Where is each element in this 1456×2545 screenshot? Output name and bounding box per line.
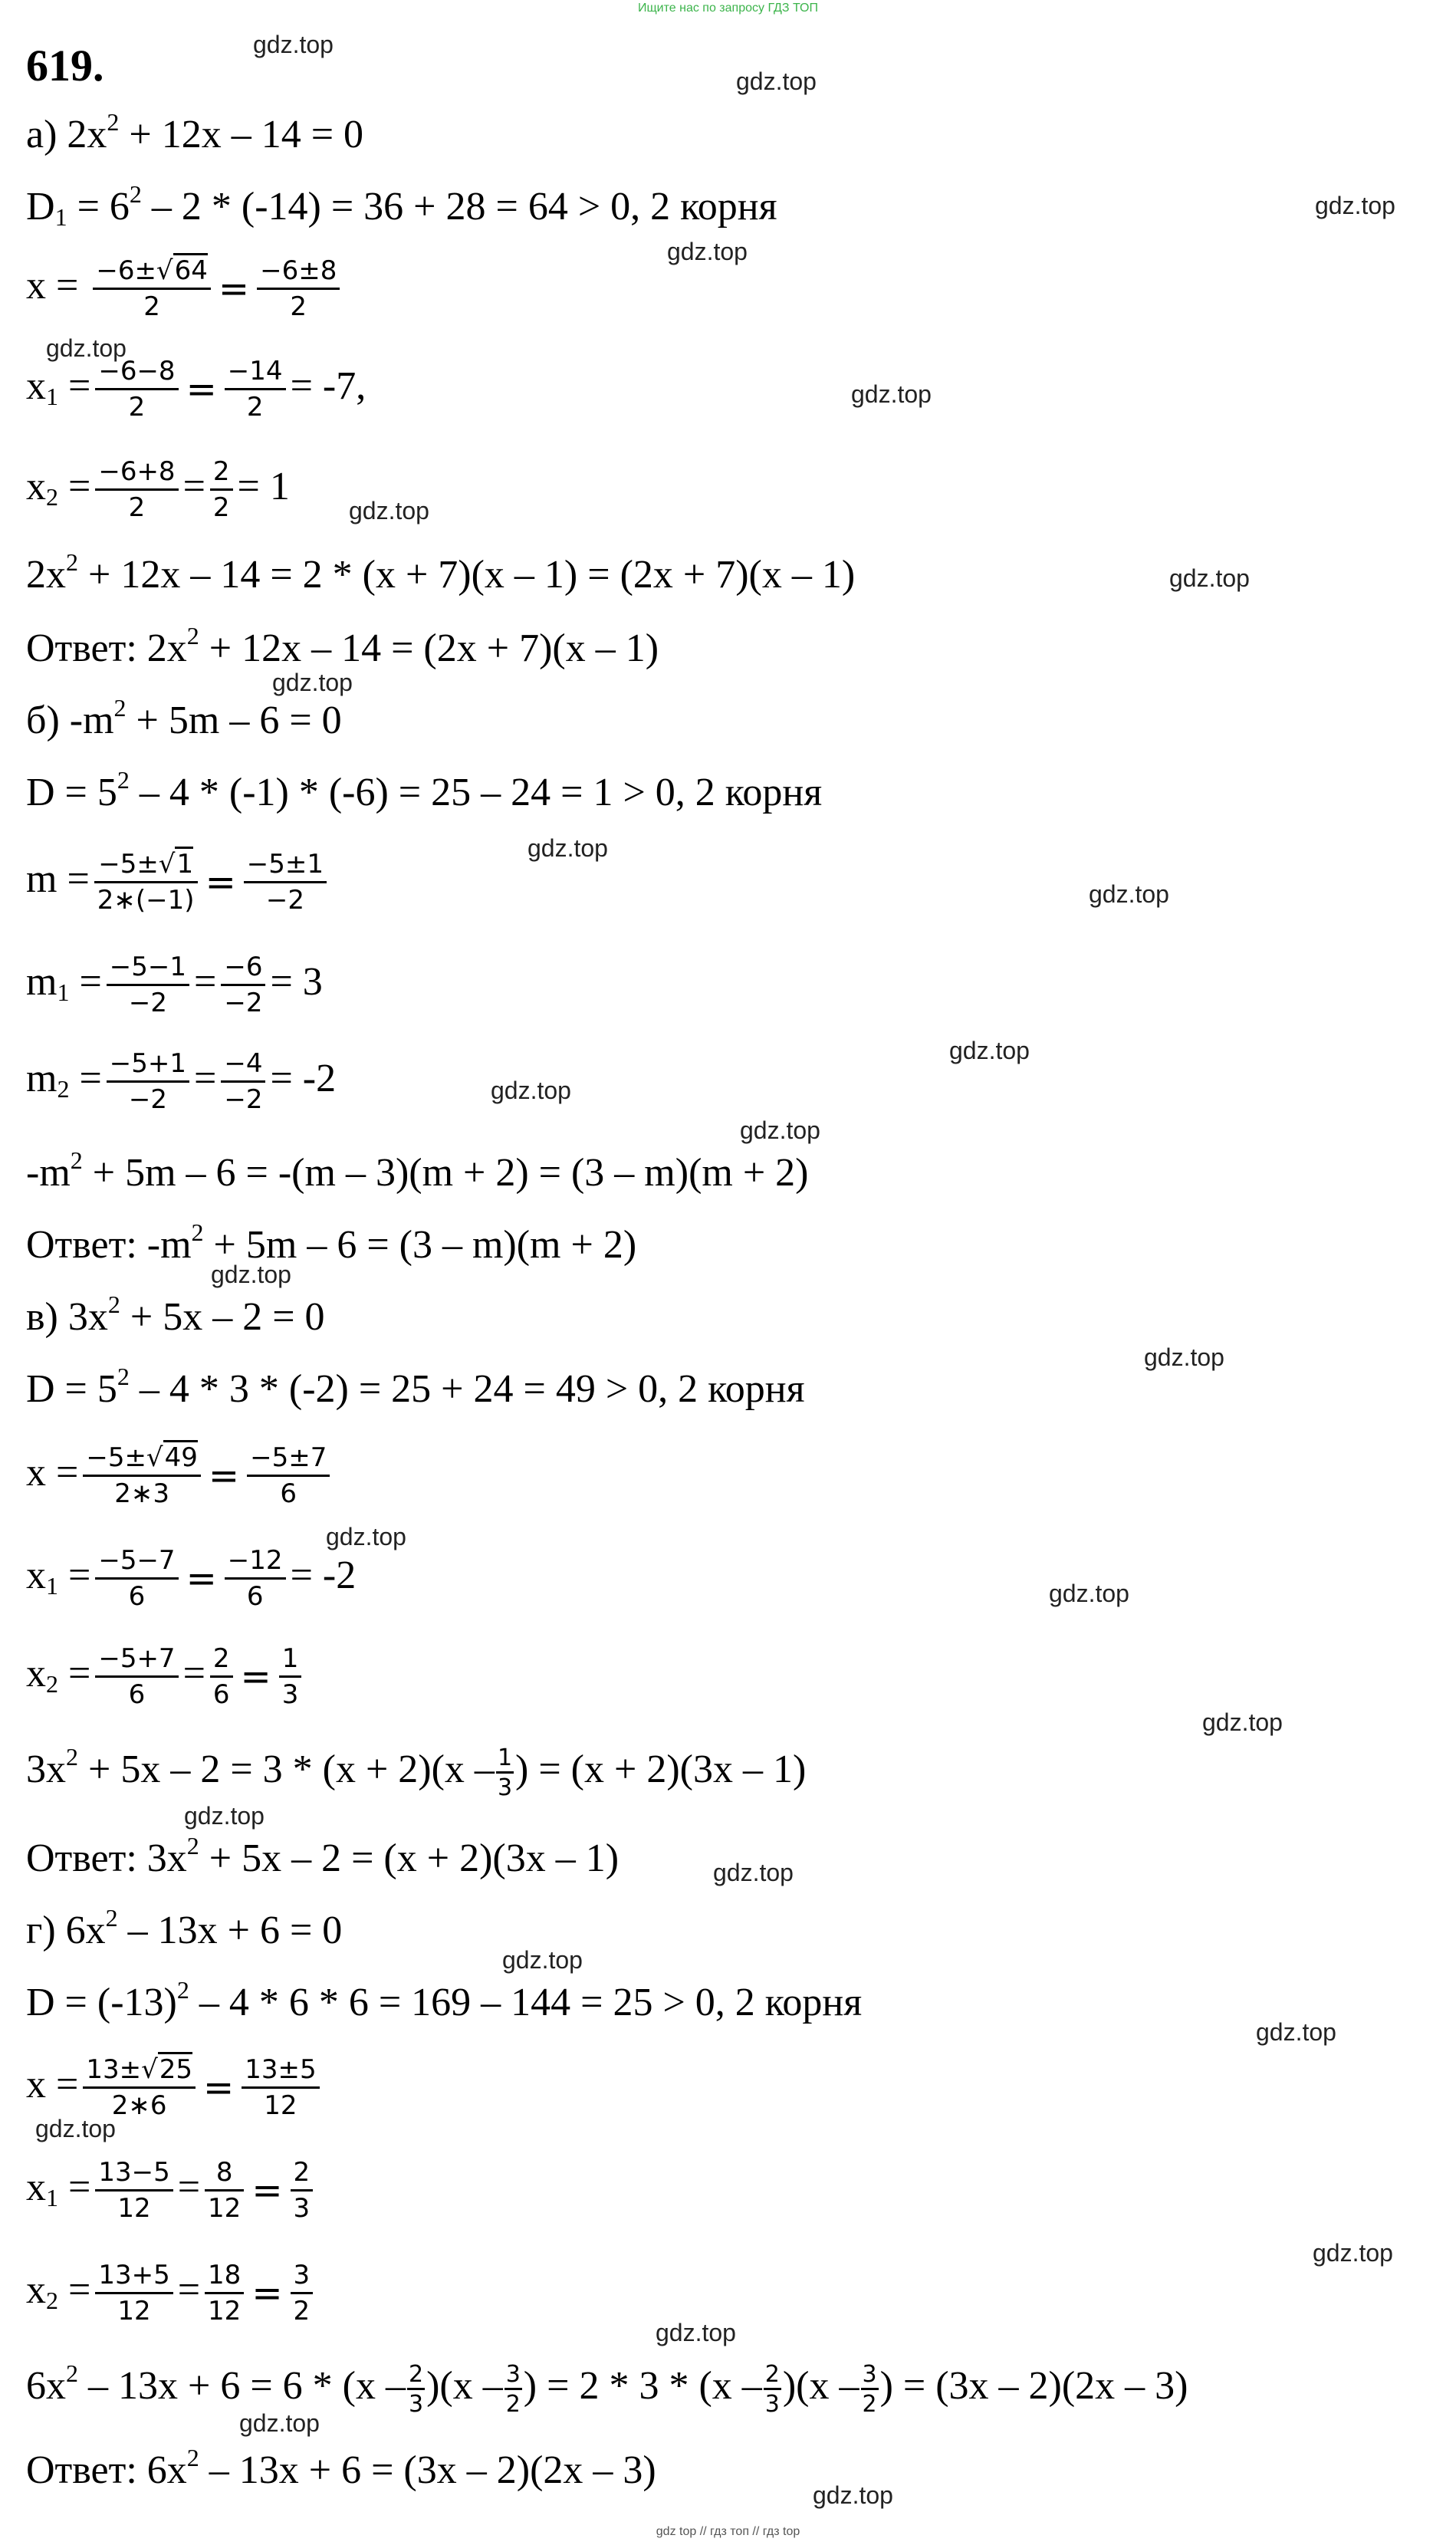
watermark: gdz.top — [1256, 2018, 1336, 2046]
a-factor-text: $2x^2 + 12x - 14 = 2 * (x + 7)(x - 1) = (2x + 7)(x - 1)$ — [26, 548, 856, 597]
g-factor-frac3 — [764, 2362, 781, 2417]
den: 3 — [293, 2193, 311, 2224]
b-m2-frac1 — [107, 1049, 189, 1115]
den: 6 — [128, 1581, 146, 1613]
den: 3 — [497, 1774, 513, 1801]
equals: = — [205, 861, 236, 905]
den: 12 — [208, 2193, 242, 2224]
b-m2-result: = -2 — [270, 1057, 337, 1101]
g-x1-frac1 — [95, 2158, 173, 2224]
v-discriminant — [26, 1363, 805, 1411]
num: 2 — [210, 457, 233, 491]
num: 13±5 — [242, 2055, 319, 2089]
equals: = — [251, 2169, 283, 2213]
b-m1-frac1 — [107, 952, 189, 1018]
watermark: gdz.top — [667, 238, 748, 265]
g-factor-p3: ) = 2 * 3 * (x – — [523, 2363, 762, 2408]
num: 1 — [279, 1644, 302, 1678]
num: −6±√64 — [93, 256, 211, 290]
watermark: gdz.top — [1089, 880, 1169, 908]
watermark: gdz.top — [713, 1859, 794, 1886]
watermark: gdz.top — [1315, 192, 1395, 219]
watermark: gdz.top — [851, 380, 932, 408]
a-answer-text: Ответ: $2x^2 + 12x - 14 = (2x + 7)(x - 1)$ — [26, 622, 659, 670]
num: −5+1 — [107, 1049, 189, 1083]
a-disc-text: $D_1 = 6^2 - 2 * (-14) = 36 + 28 = 64 > 0$, 2 корня — [26, 180, 777, 231]
a-x-frac2 — [257, 256, 340, 322]
b-m2-frac2 — [221, 1049, 265, 1115]
a-x2-result: = 1 — [237, 465, 290, 509]
g-disc-text: $D = (-13)^2 - 4 * 6 * 6 = 169 - 144 = 25 > 0$, 2 корня — [26, 1976, 863, 2024]
watermark: gdz.top — [740, 1116, 820, 1144]
b-m-formula: m = $\frac{-5\pm√1}{2∗(-1)}$ = $\frac{-5\pm 1}{-2}$ — [26, 850, 331, 916]
num: −6−8 — [95, 357, 178, 390]
v-x1-result: = -2 — [290, 1554, 357, 1598]
den: 2∗3 — [114, 1478, 169, 1510]
b-factor-text: $-m^2 + 5m - 6 = -(m - 3)(m + 2) = (3 - m)(m + 2)$ — [26, 1146, 809, 1195]
g-x-formula: x = $\frac{13\pm√25}{2∗6}$ = $\frac{13\pm 5}{12}$ — [26, 2055, 324, 2121]
footer-links[interactable]: gdz top // гдз топ // гдз top — [656, 2525, 800, 2538]
watermark: gdz.top — [253, 31, 334, 58]
watermark: gdz.top — [1202, 1708, 1283, 1736]
g-eq-text: г) $6x^2 - 13x + 6 = 0$ — [26, 1904, 343, 1952]
den: −2 — [128, 988, 167, 1019]
num: −5−1 — [107, 952, 189, 986]
num: 1 — [496, 1745, 514, 1774]
g-x2-frac2 — [205, 2261, 244, 2326]
g-equation — [26, 1904, 343, 1952]
watermark: gdz.top — [1144, 1343, 1224, 1371]
den: 6 — [280, 1478, 297, 1510]
den: 2∗6 — [111, 2090, 167, 2122]
watermark: gdz.top — [656, 2319, 736, 2346]
equals: = — [251, 2272, 283, 2316]
b-discriminant — [26, 766, 823, 814]
den: 6 — [246, 1581, 264, 1613]
num: 2 — [291, 2158, 314, 2192]
v-disc-text: $D = 5^2 - 4 * 3 * (-2) = 25 + 24 = 49 > 0$, 2 корня — [26, 1363, 805, 1411]
num: 2 — [407, 2362, 425, 2390]
a-x1-frac2 — [225, 357, 286, 423]
den: 2 — [862, 2391, 877, 2418]
watermark: gdz.top — [46, 334, 127, 362]
g-x2: $x_2$ = $\frac{13+5}{12}$ = $\frac{18}{12}$ = $\frac{3}{2}$ — [26, 2261, 317, 2326]
v-factor-left: $3x^2 + 5x - 2 = 3 * (x + 2)(x$ – — [26, 1742, 495, 1791]
watermark: gdz.top — [502, 1946, 583, 1974]
g-factor — [26, 2359, 1188, 2418]
watermark: gdz.top — [272, 669, 353, 696]
equals: = — [203, 2067, 235, 2110]
g-x2-frac3 — [291, 2261, 314, 2326]
num: −6±8 — [257, 256, 340, 290]
num: 18 — [205, 2261, 244, 2294]
g-factor-frac2 — [505, 2362, 522, 2417]
num: 13+5 — [95, 2261, 173, 2294]
v-x-frac1 — [83, 1443, 201, 1509]
a-x2-frac2 — [210, 457, 233, 523]
b-m1-result: = 3 — [270, 960, 323, 1005]
a-discriminant — [26, 180, 777, 231]
v-x2-frac3 — [279, 1644, 302, 1710]
num: −5±√1 — [94, 850, 198, 883]
g-x-frac2 — [242, 2055, 319, 2121]
num: −6+8 — [95, 457, 178, 491]
b-answer-text: Ответ: $-m^2 + 5m - 6 = (3 - m)(m + 2)$ — [26, 1218, 637, 1267]
v-factor-right: ) = (x + 2)(3x – 1) — [515, 1747, 807, 1791]
equals: = — [208, 1455, 240, 1498]
watermark: gdz.top — [239, 2409, 320, 2437]
num: −5−7 — [95, 1546, 178, 1580]
v-x1: $x_1$ = $\frac{-5-7}{6}$ = $\frac{-12}{6}$ = -2 — [26, 1545, 357, 1613]
watermark: gdz.top — [1313, 2239, 1393, 2267]
watermark: gdz.top — [184, 1802, 265, 1830]
v-answer — [26, 1832, 620, 1880]
den: 2 — [128, 492, 146, 524]
equals: = — [218, 268, 250, 311]
b-m-frac1 — [94, 850, 198, 916]
den: 12 — [117, 2296, 151, 2327]
den: 2 — [246, 392, 264, 423]
num: 13±√25 — [83, 2055, 196, 2089]
a-x2: $x_2$ = $\frac{-6+8}{2}$ = $\frac{2}{2}$ = 1 — [26, 456, 290, 524]
b-answer — [26, 1218, 637, 1267]
den: 3 — [281, 1679, 299, 1711]
num: −6 — [221, 952, 265, 986]
a-eq-text: а) $2x^2 + 12x - 14 = 0$ — [26, 108, 364, 156]
a-x1-result: = -7, — [290, 364, 366, 409]
g-factor-frac4 — [861, 2362, 879, 2417]
a-x-frac1 — [93, 256, 211, 322]
den: 2 — [505, 2391, 521, 2418]
num: −14 — [225, 357, 286, 390]
g-factor-p1: $6x^2 - 13x + 6 = 6 * (x$ – — [26, 2359, 406, 2408]
g-factor-frac1 — [407, 2362, 425, 2417]
a-x-prefix: x = — [26, 264, 79, 308]
g-factor-p2: )(x – — [426, 2363, 503, 2408]
g-x1-frac2 — [205, 2158, 244, 2224]
g-answer-text: Ответ: $6x^2 - 13x + 6 = (3x - 2)(2x - 3)$ — [26, 2444, 656, 2492]
num: −4 — [221, 1049, 265, 1083]
watermark: gdz.top — [949, 1037, 1030, 1064]
watermark: gdz.top — [528, 834, 608, 862]
num: 3 — [861, 2362, 879, 2390]
den: 3 — [408, 2391, 424, 2418]
b-m-frac2 — [244, 850, 327, 916]
num: −12 — [225, 1546, 286, 1580]
b-eq-text: б) $-m^2 + 5m - 6 = 0$ — [26, 694, 342, 742]
num: −5+7 — [95, 1644, 178, 1678]
den: 2∗(−1) — [97, 885, 195, 916]
watermark: gdz.top — [813, 2481, 893, 2509]
v-x2-frac2 — [210, 1644, 233, 1710]
a-factor — [26, 548, 856, 597]
den: 2 — [128, 392, 146, 423]
b-equation — [26, 694, 342, 742]
a-answer — [26, 622, 659, 670]
num: −5±7 — [247, 1443, 330, 1477]
den: 2 — [143, 291, 160, 323]
a-x1-frac1 — [95, 357, 178, 423]
v-x1-frac2 — [225, 1546, 286, 1612]
den: 3 — [764, 2391, 780, 2418]
v-x-frac2 — [247, 1443, 330, 1509]
watermark: gdz.top — [349, 497, 429, 524]
num: −5±√49 — [83, 1443, 201, 1477]
watermark: gdz.top — [211, 1261, 291, 1288]
b-m1-frac2 — [221, 952, 265, 1018]
equals: = — [186, 368, 217, 412]
v-eq-text: в) $3x^2 + 5x - 2 = 0$ — [26, 1291, 325, 1339]
den: 12 — [264, 2090, 297, 2122]
watermark: gdz.top — [1169, 564, 1250, 592]
g-x1-frac3 — [291, 2158, 314, 2224]
b-m2: $m_2$ = $\frac{-5+1}{-2}$ = $\frac{-4}{-2}$ = -2 — [26, 1048, 337, 1116]
watermark: gdz.top — [491, 1077, 571, 1104]
v-x2-frac1 — [95, 1644, 178, 1710]
den: 12 — [117, 2193, 151, 2224]
den: −2 — [128, 1084, 167, 1116]
v-factor — [26, 1742, 807, 1801]
equals: = — [186, 1557, 217, 1601]
num: 13−5 — [95, 2158, 173, 2192]
g-factor-p4: )(x – — [782, 2363, 859, 2408]
a-equation — [26, 108, 364, 156]
num: 8 — [205, 2158, 244, 2192]
v-equation — [26, 1291, 325, 1339]
num: 3 — [291, 2261, 314, 2294]
v-factor-frac — [496, 1745, 514, 1800]
den: 2 — [293, 2296, 311, 2327]
g-x2-frac1 — [95, 2261, 173, 2326]
num: −5±1 — [244, 850, 327, 883]
num: 2 — [210, 1644, 233, 1678]
v-answer-text: Ответ: $3x^2 + 5x - 2 = (x + 2)(3x - 1)$ — [26, 1832, 620, 1880]
b-factor — [26, 1146, 809, 1195]
g-factor-p5: ) = (3x – 2)(2x – 3) — [879, 2363, 1188, 2408]
v-x2: $x_2$ = $\frac{-5+7}{6}$ = $\frac{2}{6}$ = $\frac{1}{3}$ — [26, 1644, 306, 1710]
a-x1: $x_1$ = $\frac{-6-8}{2}$ = $\frac{-14}{2}$ = -7, — [26, 356, 366, 423]
den: −2 — [224, 1084, 263, 1116]
g-discriminant — [26, 1976, 863, 2024]
g-answer — [26, 2444, 656, 2492]
den: 2 — [290, 291, 307, 323]
v-x-formula: x = $\frac{-5\pm√49}{2∗3}$ = $\frac{-5\pm 7}{6}$ — [26, 1443, 334, 1509]
b-m1: $m_1$ = $\frac{-5-1}{-2}$ = $\frac{-6}{-2}$ = 3 — [26, 952, 323, 1019]
g-x1: $x_1$ = $\frac{13-5}{12}$ = $\frac{8}{12}$ = $\frac{2}{3}$ — [26, 2158, 317, 2224]
problem-number: 619. — [26, 41, 104, 90]
watermark: gdz.top — [326, 1523, 406, 1550]
den: −2 — [265, 885, 304, 916]
num: 2 — [764, 2362, 781, 2390]
den: 6 — [128, 1679, 146, 1711]
a-x-formula — [26, 256, 344, 322]
watermark: gdz.top — [35, 2115, 116, 2142]
g-x-frac1 — [83, 2055, 196, 2121]
a-x2-frac1 — [95, 457, 178, 523]
num: 3 — [505, 2362, 522, 2390]
den: 2 — [212, 492, 230, 524]
watermark: gdz.top — [736, 67, 817, 95]
top-banner[interactable]: Ищите нас по запросу ГДЗ ТОП — [638, 2, 818, 15]
b-disc-text: $D = 5^2 - 4 * (-1) * (-6) = 25 - 24 = 1 > 0$, 2 корня — [26, 766, 823, 814]
den: −2 — [224, 988, 263, 1019]
den: 12 — [208, 2296, 242, 2327]
watermark: gdz.top — [1049, 1580, 1129, 1607]
equals: = — [240, 1656, 271, 1699]
den: 6 — [212, 1679, 230, 1711]
v-x1-frac1 — [95, 1546, 178, 1612]
